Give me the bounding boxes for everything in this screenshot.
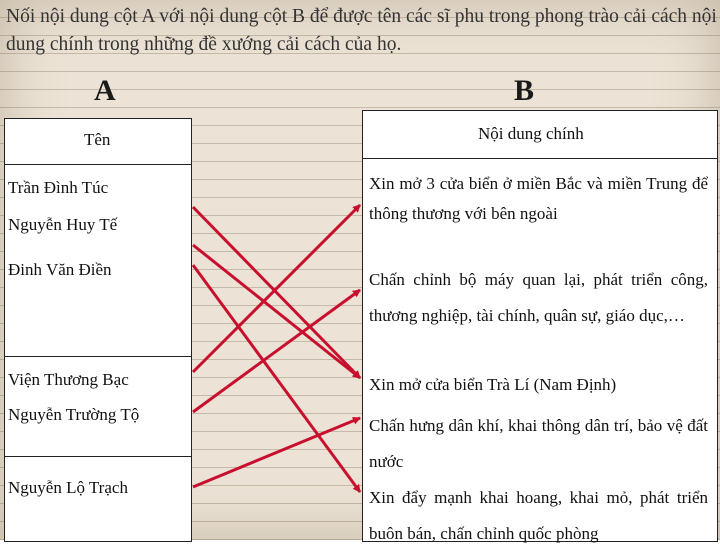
exercise-instruction: Nối nội dung cột A với nội dung cột B để được tên các sĩ phu trong phong trào cải cách nội dung chính trong những đề xướng cải cách của họ. [6, 6, 717, 55]
match-line-nguyen-lo-trach [193, 418, 360, 487]
content-item-mo-3-cua-bien[interactable]: Xin mở 3 cửa biển ở miền Bắc và miền Trung để thông thương với bên ngoài [369, 174, 708, 223]
column-a-heading: A [94, 74, 116, 107]
name-item-nguyen-huy-te[interactable]: Nguyễn Huy Tế [8, 215, 118, 234]
content-item-khai-hoang-khai-mo[interactable]: Xin đẩy mạnh khai hoang, khai mỏ, phát triển buôn bán, chấn chỉnh quốc phòng [369, 488, 708, 543]
name-item-dinh-van-dien[interactable]: Đinh Văn Điền [8, 260, 112, 279]
match-line-nguyen-huy-te [193, 245, 360, 378]
match-line-vien-thuong-bac [193, 205, 360, 372]
column-b-heading: B [514, 74, 535, 107]
match-line-dinh-van-dien [193, 265, 360, 492]
content-item-chan-chinh-bo-may[interactable]: Chấn chỉnh bộ máy quan lại, phát triển công, thương nghiệp, tài chính, quân sự, giáo dục,… [369, 270, 708, 325]
name-item-nguyen-lo-trach[interactable]: Nguyễn Lộ Trạch [8, 478, 128, 497]
name-item-tran-dinh-tuc[interactable]: Trần Đình Túc [8, 178, 109, 197]
column-a-header: Tên [84, 130, 111, 149]
content-item-cua-bien-tra-li[interactable]: Xin mở cửa biển Trà Lí (Nam Định) [369, 375, 617, 394]
column-b-header: Nội dung chính [478, 124, 584, 143]
content-item-chan-hung-dan-khi[interactable]: Chấn hưng dân khí, khai thông dân trí, bảo vệ đất nước [369, 416, 708, 471]
name-item-nguyen-truong-to[interactable]: Nguyễn Trường Tộ [8, 405, 140, 424]
name-item-vien-thuong-bac[interactable]: Viện Thương Bạc [8, 370, 129, 389]
